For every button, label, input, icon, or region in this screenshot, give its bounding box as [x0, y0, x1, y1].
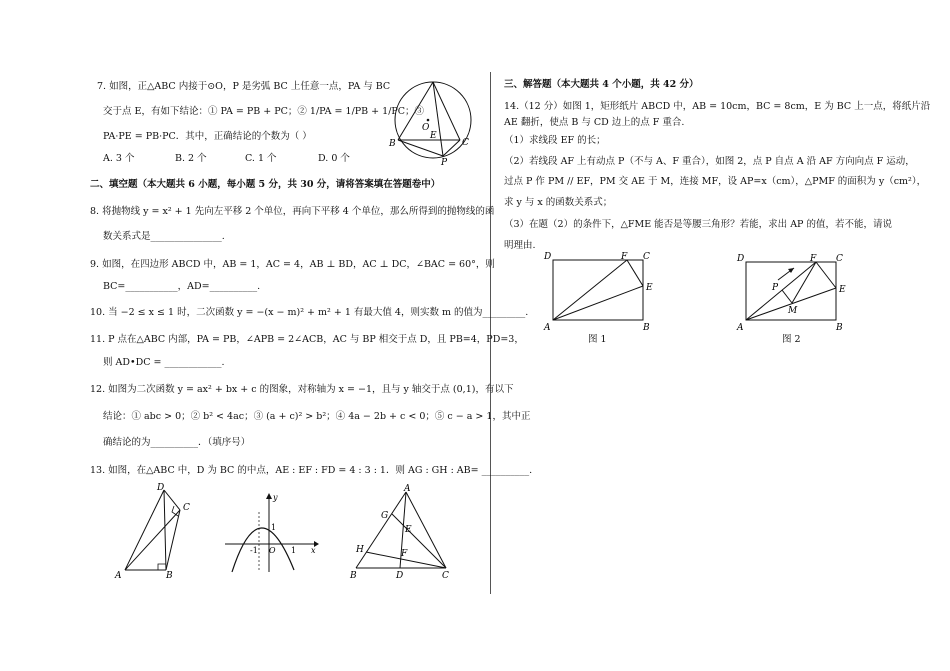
- q9-label-c: C: [183, 503, 190, 513]
- q11-line2: 则 AD•DC = ____________.: [103, 357, 225, 368]
- q10-line: 10. 当 −2 ≤ x ≤ 1 时，二次函数 y = −(x − m)² + m² + 1 有最大值 4，则实数 m 的值为_________.: [90, 307, 529, 318]
- q14-part2-line2: 过点 P 作 PM // EF，PM 交 AE 于 M，连接 MF，设 AP=x（cm），△PMF 的面积为 y（cm²），: [504, 176, 927, 187]
- q13-label-e: E: [405, 525, 412, 535]
- q14-line2: AE 翻折，使点 B 与 CD 边上的点 F 重合.: [504, 117, 685, 128]
- q14-part1: （1）求线段 EF 的长；: [504, 135, 606, 146]
- q7-option-c: C. 1 个: [245, 153, 277, 164]
- q14-part3-line2: 明理由.: [504, 240, 536, 251]
- figure-1: [543, 250, 658, 332]
- q7-line1: 7. 如图，正△ABC 内接于⊙O，P 是劣弧 BC 上任意一点，PA 与 BC: [97, 81, 391, 92]
- fig1-label-e: E: [646, 283, 653, 293]
- fig2-label-f: F: [810, 254, 817, 264]
- q7-label-p: P: [441, 158, 448, 166]
- q8-line2: 数关系式是_______________.: [103, 231, 225, 242]
- fig2-label-m: M: [788, 306, 798, 316]
- q13-label-c: C: [442, 571, 449, 580]
- q7-circle-figure: [388, 76, 478, 166]
- q12-label-1-y: 1: [271, 523, 277, 532]
- q12-label-y: y: [273, 493, 278, 502]
- q13-label-d: D: [396, 571, 404, 580]
- fig2-label-b: B: [836, 323, 843, 332]
- fig2-label-a: A: [737, 323, 744, 332]
- q9-label-b: B: [166, 571, 173, 580]
- q7-line2: 交于点 E，有如下结论：① PA = PB + PC；② 1/PA = 1/PB + 1/PC；③: [103, 106, 425, 117]
- q8-line1: 8. 将抛物线 y = x² + 1 先向左平移 2 个单位，再向下平移 4 个单位，那么所得到的抛物线的函: [90, 206, 495, 217]
- fig2-label-c: C: [836, 254, 843, 264]
- fig1-label-c: C: [643, 252, 650, 262]
- q12-line1: 12. 如图为二次函数 y = ax² + bx + c 的图象，对称轴为 x = −1，且与 y 轴交于点 (0,1)，有以下: [90, 384, 514, 395]
- q7-option-a: A. 3 个: [103, 153, 135, 164]
- q9-label-d: D: [157, 483, 165, 493]
- q7-label-o: O: [422, 123, 430, 133]
- fig2-label-d: D: [737, 254, 745, 264]
- q7-label-b: B: [389, 139, 396, 149]
- q13-label-a: A: [404, 484, 411, 494]
- fig2-label-p: P: [772, 283, 779, 293]
- q14-line1: 14.（12 分）如图 1，矩形纸片 ABCD 中，AB = 10cm，BC = 8cm，E 为 BC 上一点，将纸片沿: [504, 101, 931, 112]
- fig1-label-f: F: [621, 252, 628, 262]
- right-column: [491, 0, 950, 671]
- section2-heading: 二、填空题（本大题共 6 小题，每小题 5 分，共 30 分，请将答案填在答题卷中）: [90, 179, 441, 190]
- q14-part3-line1: （3）在题（2）的条件下，△FME 能否是等腰三角形？若能，求出 AP 的值，若不能，请说: [504, 219, 892, 230]
- q11-line1: 11. P 点在△ABC 内部，PA = PB，∠APB = 2∠ACB，AC 与 BP 相交于点 D，且 PB=4，PD=3，: [90, 334, 524, 345]
- q7-option-b: B. 2 个: [175, 153, 207, 164]
- q9-label-a: A: [115, 571, 122, 580]
- q12-parabola-figure: [222, 490, 322, 575]
- q13-triangle-figure: [348, 482, 453, 580]
- q12-label-o: O: [269, 546, 276, 555]
- figure-2-caption: 图 2: [782, 334, 801, 345]
- q12-label-x: x: [311, 546, 316, 555]
- q14-part2-line3: 求 y 与 x 的函数关系式；: [504, 197, 613, 208]
- q7-option-d: D. 0 个: [318, 153, 350, 164]
- fig2-label-e: E: [839, 285, 846, 295]
- figure-2: [736, 250, 851, 332]
- q7-label-c: C: [462, 138, 469, 148]
- fig1-label-b: B: [643, 323, 650, 332]
- q7-label-e: E: [430, 131, 437, 141]
- q9-quadrilateral-figure: [112, 482, 197, 580]
- q13-label-g: G: [381, 511, 389, 521]
- q12-label-1-x: 1: [291, 546, 297, 555]
- figure-1-caption: 图 1: [588, 334, 607, 345]
- q9-line2: BC=___________，AD=__________.: [103, 281, 261, 292]
- q12-line2: 结论：① abc > 0；② b² < 4ac；③ (a + c)² > b²；④ 4a − 2b + c < 0；⑤ c − a > 1，其中正: [103, 411, 531, 422]
- q13-label-f: F: [401, 549, 408, 559]
- fig1-label-d: D: [544, 252, 552, 262]
- q13-label-h: H: [356, 545, 364, 555]
- q7-line3: PA·PE = PB·PC．其中，正确结论的个数为（ ）: [103, 131, 312, 142]
- fig1-label-a: A: [544, 323, 551, 332]
- q9-line1: 9. 如图，在四边形 ABCD 中，AB = 1，AC = 4，AB ⊥ BD，AC ⊥ DC，∠BAC = 60°，则: [90, 259, 495, 270]
- q14-part2-line1: （2）若线段 AF 上有动点 P（不与 A、F 重合），如图 2，点 P 自点 A 沿 AF 方向向点 F 运动，: [504, 156, 915, 167]
- section3-heading: 三、解答题（本大题共 4 个小题，共 42 分）: [504, 79, 699, 90]
- q13-line: 13. 如图，在△ABC 中，D 为 BC 的中点，AE : EF : FD = 4 : 3 : 1．则 AG : GH : AB= __________.: [90, 465, 533, 476]
- q13-label-b: B: [350, 571, 357, 580]
- q12-line3: 确结论的为__________．（填序号）: [103, 437, 251, 448]
- q12-label-minus1: -1: [250, 546, 258, 555]
